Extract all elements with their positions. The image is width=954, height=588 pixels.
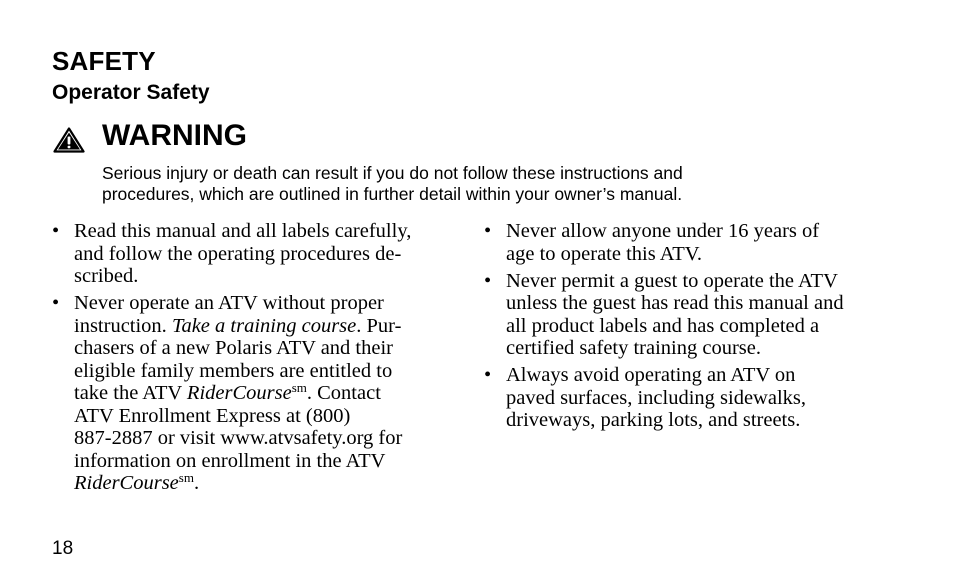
bullet-line: age to operate this ATV. (506, 242, 703, 265)
bullet-age-limit (484, 220, 884, 265)
bullet-line: scribed. (74, 265, 139, 287)
training-course-emphasis: Take a training course (171, 314, 357, 337)
left-bullet-list (52, 220, 452, 499)
bullet-paved-surfaces (484, 364, 884, 432)
bullet-line: driveways, parking lots, and streets. (506, 409, 801, 431)
bullet-line: • Never permit a guest to operate the ATV (506, 269, 838, 292)
bullet-line: ATV Enrollment Express at (800) (74, 404, 351, 427)
service-mark: sm (178, 470, 194, 485)
bullet-line: chasers of a new Polaris ATV and their (74, 337, 394, 359)
right-bullet-list (484, 220, 884, 436)
bullet-text: . (193, 472, 200, 494)
warning-title: WARNING (102, 119, 247, 152)
bullet-line: information on enrollment in the ATV (74, 449, 386, 472)
bullet-line: eligible family members are entitled to (74, 359, 393, 382)
warning-text-line: procedures, which are outlined in further detail within your owner’s manual. (102, 184, 683, 204)
section-title: SAFETY (52, 46, 156, 76)
bullet-line (74, 315, 452, 338)
warning-text-line: Serious injury or death can result if you do not follow these instructions and (102, 163, 683, 183)
bullet-line: • Always avoid operating an ATV on (506, 364, 796, 386)
ridercourse-emphasis: RiderCourse (186, 382, 292, 404)
bullet-line: • Never allow anyone under 16 years of (506, 220, 820, 242)
bullet-line: and follow the operating procedures de- (74, 242, 402, 265)
bullet-text: . Pur- (356, 314, 402, 337)
bullet-line: unless the guest has read this manual and (506, 292, 844, 314)
section-subtitle: Operator Safety (52, 81, 210, 104)
bullet-text: take the ATV (74, 382, 187, 404)
bullet-text: . Contact (306, 382, 381, 404)
bullet-text: instruction. (74, 314, 172, 337)
bullet-line: paved surfaces, including sidewalks, (506, 386, 807, 409)
bullet-line (74, 472, 452, 495)
bullet-line: • Never operate an ATV without proper (74, 292, 384, 314)
bullet-line: 887-2887 or visit www.atvsafety.org for (74, 427, 403, 449)
bullet-line: certified safety training course. (506, 337, 761, 359)
bullet-proper-instruction (52, 292, 452, 495)
page-number: 18 (52, 538, 74, 559)
bullet-line: • Read this manual and all labels carefully, (74, 220, 412, 242)
bullet-read-manual (52, 220, 452, 288)
bullet-line: all product labels and has completed a (506, 314, 820, 337)
warning-text (102, 163, 822, 205)
bullet-line (74, 382, 452, 405)
ridercourse-emphasis: RiderCourse (74, 472, 179, 494)
bullet-guest-operator (484, 270, 884, 360)
warning-triangle-icon (53, 127, 85, 153)
service-mark: sm (291, 380, 307, 395)
